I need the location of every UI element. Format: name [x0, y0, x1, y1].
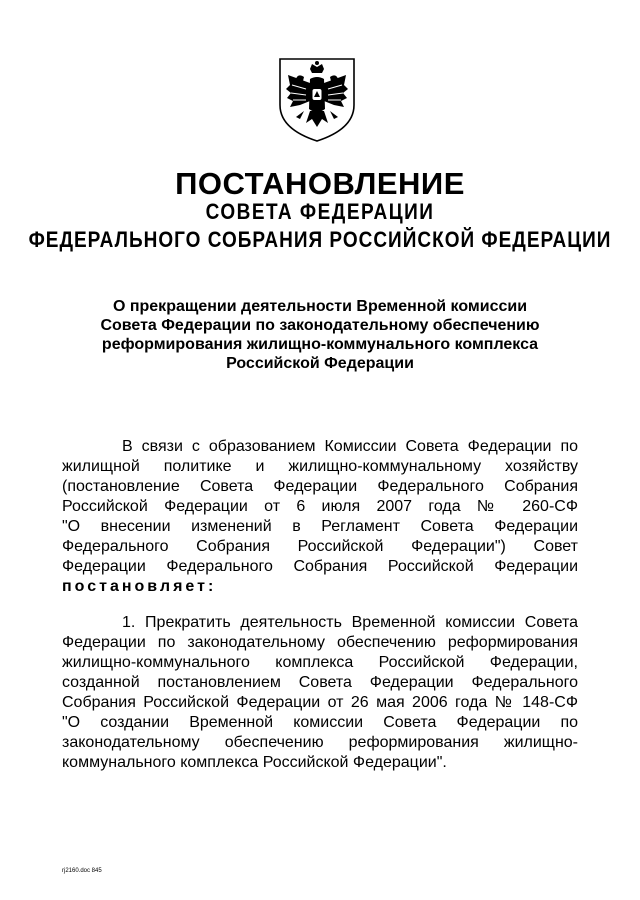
text-line: "О внесении изменений в Регламент Совета Федерации	[62, 518, 578, 535]
text-line: созданной постановлением Совета Федерации Федерального	[62, 674, 578, 691]
text-line: жилищной политике и жилищно-коммунальному хозяйству	[62, 458, 578, 475]
clause-1-paragraph	[62, 613, 578, 773]
resolves-word: постановляет:	[62, 578, 217, 595]
text-line: Собрания Российской Федерации от 26 мая 2006 года № 148-СФ	[62, 694, 578, 711]
text-line: 1. Прекратить деятельность Временной комиссии Совета	[122, 614, 578, 631]
text-line: Федерации по законодательному обеспечению реформирования	[62, 634, 578, 651]
text-line: законодательному обеспечению реформирования жилищно-	[62, 734, 578, 751]
document-title: ПОСТАНОВЛЕНИЕ	[175, 166, 465, 201]
issuing-body-line1: СОВЕТА ФЕДЕРАЦИИ	[205, 200, 435, 225]
text-line: Российской Федерации от 6 июля 2007 года № 260-СФ	[62, 498, 578, 515]
subject-line: О прекращении деятельности Временной комиссии	[112, 298, 528, 315]
document-subject	[0, 297, 640, 373]
issuing-body-line2: ФЕДЕРАЛЬНОГО СОБРАНИЯ РОССИЙСКОЙ ФЕДЕРАЦИИ	[28, 228, 612, 253]
subject-line: реформирования жилищно-коммунального комплекса	[101, 336, 539, 353]
emblem	[276, 55, 358, 145]
subject-line: Совета Федерации по законодательному обеспечению	[100, 317, 540, 334]
text-line: Федерации Федерального Собрания Российской Федерации	[62, 558, 578, 575]
subject-line: Российской Федерации	[226, 355, 414, 372]
file-reference: rj2160.doc 845	[62, 868, 102, 874]
double-headed-eagle-icon	[276, 55, 358, 145]
text-line: "О создании Временной комиссии Совета Федерации по	[62, 714, 578, 731]
preamble-paragraph	[62, 437, 578, 597]
text-line: Федерального Собрания Российской Федерации") Совет	[62, 538, 578, 555]
text-line: жилищно-коммунального комплекса Российской Федерации,	[62, 654, 578, 671]
text-line: коммунального комплекса Российской Федерации".	[62, 754, 447, 771]
text-line: (постановление Совета Федерации Федерального Собрания	[62, 478, 578, 495]
text-line: В связи с образованием Комиссии Совета Федерации по	[122, 438, 578, 455]
